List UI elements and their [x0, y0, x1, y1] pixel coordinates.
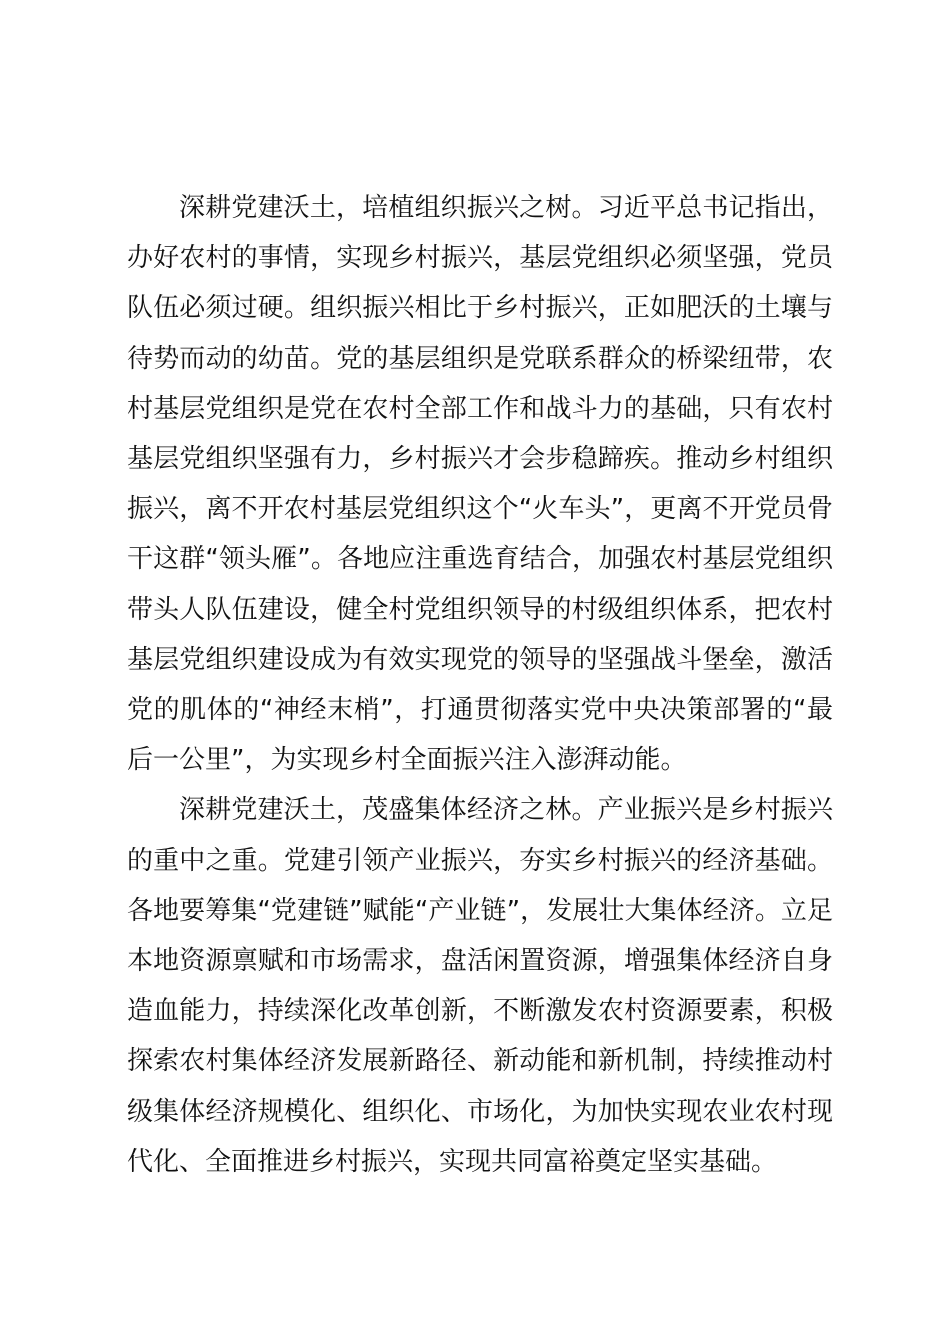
paragraph-organization-revitalization: 深耕党建沃土，培植组织振兴之树。习近平总书记指出，办好农村的事情，实现乡村振兴，基层党组织必须坚强，党员队伍必须过硬。组织振兴相比于乡村振兴，正如肥沃的土壤与待势而动的幼苗。党的基层组织是党联系群众的桥梁纽带，农村基层党组织是党在农村全部工作和战斗力的基础，只有农村基层党组织坚强有力，乡村振兴才会步稳蹄疾。推动乡村组织振兴，离不开农村基层党组织这个“火车头”，更离不开党员骨干这群“领头雁”。各地应注重选育结合，加强农村基层党组织带头人队伍建设，健全村党组织领导的村级组织体系，把农村基层党组织建设成为有效实现党的领导的坚强战斗堡垒，激活党的肌体的“神经末梢”，打通贯彻落实党中央决策部署的“最后一公里”，为实现乡村全面振兴注入澎湃动能。	[127, 193, 833, 776]
paragraph-collective-economy: 深耕党建沃土，茂盛集体经济之林。产业振兴是乡村振兴的重中之重。党建引领产业振兴，夯实乡村振兴的经济基础。各地要筹集“党建链”赋能“产业链”，发展壮大集体经济。立足本地资源禀赋和市场需求，盘活闲置资源，增强集体经济自身造血能力，持续深化改革创新，不断激发农村资源要素，积极探索农村集体经济发展新路径、新动能和新机制，持续推动村级集体经济规模化、组织化、市场化，为加快实现农业农村现代化、全面推进乡村振兴，实现共同富裕奠定坚实基础。	[127, 795, 833, 1177]
document-body	[127, 183, 833, 1187]
